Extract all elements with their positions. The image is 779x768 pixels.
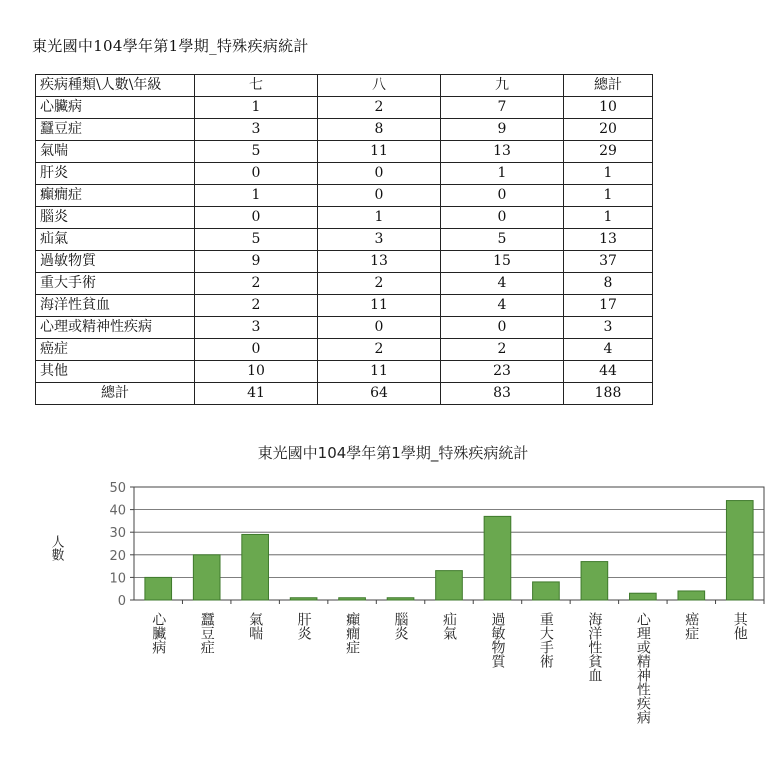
row-label-cell: 心理或精神性疾病 bbox=[36, 317, 195, 339]
value-cell: 1 bbox=[318, 207, 441, 229]
value-cell: 13 bbox=[441, 141, 564, 163]
document-title: 東光國中104學年第1學期_特殊疾病統計 bbox=[32, 37, 309, 55]
bar bbox=[242, 534, 269, 600]
value-cell: 1 bbox=[195, 185, 318, 207]
value-cell: 5 bbox=[195, 141, 318, 163]
table-header-row bbox=[36, 75, 653, 97]
value-cell: 1 bbox=[564, 163, 653, 185]
bar bbox=[387, 598, 414, 600]
value-cell: 11 bbox=[318, 141, 441, 163]
value-cell: 2 bbox=[195, 295, 318, 317]
table-row bbox=[36, 97, 653, 119]
value-cell: 2 bbox=[318, 273, 441, 295]
bar bbox=[484, 516, 511, 600]
row-label-cell: 蠶豆症 bbox=[36, 119, 195, 141]
table-row bbox=[36, 273, 653, 295]
value-cell: 20 bbox=[564, 119, 653, 141]
value-cell: 11 bbox=[318, 295, 441, 317]
bar bbox=[436, 571, 463, 600]
y-tick-label: 0 bbox=[117, 594, 126, 609]
x-tick-label: 腦炎 bbox=[392, 612, 409, 640]
x-tick-label: 重大手術 bbox=[537, 612, 554, 668]
value-cell: 0 bbox=[318, 317, 441, 339]
value-cell: 5 bbox=[195, 229, 318, 251]
row-label-cell: 心臟病 bbox=[36, 97, 195, 119]
value-cell: 七 bbox=[195, 75, 318, 97]
table-row bbox=[36, 163, 653, 185]
value-cell: 總計 bbox=[564, 75, 653, 97]
value-cell: 0 bbox=[318, 163, 441, 185]
x-tick-label: 疝氣 bbox=[441, 612, 457, 640]
bar bbox=[678, 591, 705, 600]
bar-chart bbox=[0, 436, 779, 766]
value-cell: 5 bbox=[441, 229, 564, 251]
value-cell: 9 bbox=[195, 251, 318, 273]
value-cell: 3 bbox=[564, 317, 653, 339]
value-cell: 1 bbox=[195, 97, 318, 119]
value-cell: 0 bbox=[441, 185, 564, 207]
table-body bbox=[36, 75, 653, 405]
value-cell: 8 bbox=[564, 273, 653, 295]
value-cell: 8 bbox=[318, 119, 441, 141]
row-label-cell: 癲癇症 bbox=[36, 185, 195, 207]
value-cell: 188 bbox=[564, 383, 653, 405]
value-cell: 3 bbox=[318, 229, 441, 251]
row-label-cell: 腦炎 bbox=[36, 207, 195, 229]
row-label-cell: 癌症 bbox=[36, 339, 195, 361]
value-cell: 29 bbox=[564, 141, 653, 163]
row-label-cell: 肝炎 bbox=[36, 163, 195, 185]
y-tick-label: 50 bbox=[109, 481, 126, 496]
value-cell: 41 bbox=[195, 383, 318, 405]
y-tick-label: 20 bbox=[109, 548, 126, 564]
bar bbox=[193, 555, 220, 600]
value-cell: 44 bbox=[564, 361, 653, 383]
y-tick-label: 10 bbox=[109, 571, 126, 587]
value-cell: 3 bbox=[195, 119, 318, 141]
value-cell: 9 bbox=[441, 119, 564, 141]
x-tick-label: 過敏物質 bbox=[489, 612, 506, 668]
value-cell: 1 bbox=[564, 207, 653, 229]
value-cell: 4 bbox=[564, 339, 653, 361]
table-row bbox=[36, 295, 653, 317]
value-cell: 0 bbox=[195, 163, 318, 185]
x-tick-label: 蠶豆症 bbox=[198, 612, 215, 654]
value-cell: 4 bbox=[441, 295, 564, 317]
bar bbox=[630, 593, 657, 600]
value-cell: 15 bbox=[441, 251, 564, 273]
value-cell: 2 bbox=[318, 97, 441, 119]
x-tick-label: 心臟病 bbox=[150, 612, 167, 654]
row-label-cell: 氣喘 bbox=[36, 141, 195, 163]
table-total-row bbox=[36, 383, 653, 405]
table-row bbox=[36, 361, 653, 383]
x-tick-label: 肝炎 bbox=[295, 612, 312, 640]
value-cell: 17 bbox=[564, 295, 653, 317]
value-cell: 10 bbox=[564, 97, 653, 119]
value-cell: 0 bbox=[195, 207, 318, 229]
table-row bbox=[36, 229, 653, 251]
value-cell: 0 bbox=[441, 317, 564, 339]
table-row bbox=[36, 207, 653, 229]
table-row bbox=[36, 339, 653, 361]
value-cell: 11 bbox=[318, 361, 441, 383]
row-label-cell: 總計 bbox=[36, 383, 195, 405]
value-cell: 1 bbox=[441, 163, 564, 185]
disease-stats-table bbox=[35, 74, 653, 405]
value-cell: 0 bbox=[441, 207, 564, 229]
bar bbox=[339, 598, 366, 600]
value-cell: 0 bbox=[195, 339, 318, 361]
value-cell: 23 bbox=[441, 361, 564, 383]
x-tick-label: 海洋性貧血 bbox=[586, 612, 603, 682]
table-row bbox=[36, 251, 653, 273]
value-cell: 0 bbox=[318, 185, 441, 207]
x-tick-label: 癌症 bbox=[683, 612, 700, 640]
row-label-cell: 其他 bbox=[36, 361, 195, 383]
value-cell: 37 bbox=[564, 251, 653, 273]
bar bbox=[533, 582, 560, 600]
bar bbox=[581, 562, 608, 600]
x-tick-label: 氣喘 bbox=[247, 612, 264, 640]
row-label-cell: 疾病種類\人數\年級 bbox=[36, 75, 195, 97]
value-cell: 83 bbox=[441, 383, 564, 405]
table-row bbox=[36, 317, 653, 339]
value-cell: 13 bbox=[564, 229, 653, 251]
value-cell: 2 bbox=[195, 273, 318, 295]
y-tick-label: 30 bbox=[109, 526, 126, 542]
y-tick-label: 40 bbox=[109, 503, 126, 519]
x-tick-label: 其他 bbox=[731, 612, 748, 640]
x-tick-label: 心理或精神性疾病 bbox=[634, 612, 651, 724]
x-tick-label: 癲癇症 bbox=[344, 612, 361, 654]
value-cell: 3 bbox=[195, 317, 318, 339]
value-cell: 八 bbox=[318, 75, 441, 97]
value-cell: 2 bbox=[318, 339, 441, 361]
bar bbox=[145, 577, 172, 600]
row-label-cell: 重大手術 bbox=[36, 273, 195, 295]
value-cell: 7 bbox=[441, 97, 564, 119]
table-row bbox=[36, 119, 653, 141]
value-cell: 2 bbox=[441, 339, 564, 361]
table-row bbox=[36, 185, 653, 207]
row-label-cell: 海洋性貧血 bbox=[36, 295, 195, 317]
value-cell: 10 bbox=[195, 361, 318, 383]
bar bbox=[290, 598, 317, 600]
value-cell: 64 bbox=[318, 383, 441, 405]
row-label-cell: 過敏物質 bbox=[36, 251, 195, 273]
value-cell: 13 bbox=[318, 251, 441, 273]
table-row bbox=[36, 141, 653, 163]
value-cell: 九 bbox=[441, 75, 564, 97]
value-cell: 4 bbox=[441, 273, 564, 295]
y-axis-label: 人數 bbox=[48, 535, 64, 561]
value-cell: 1 bbox=[564, 185, 653, 207]
bar bbox=[726, 501, 753, 600]
chart-title: 東光國中104學年第1學期_特殊疾病統計 bbox=[257, 444, 529, 462]
row-label-cell: 疝氣 bbox=[36, 229, 195, 251]
